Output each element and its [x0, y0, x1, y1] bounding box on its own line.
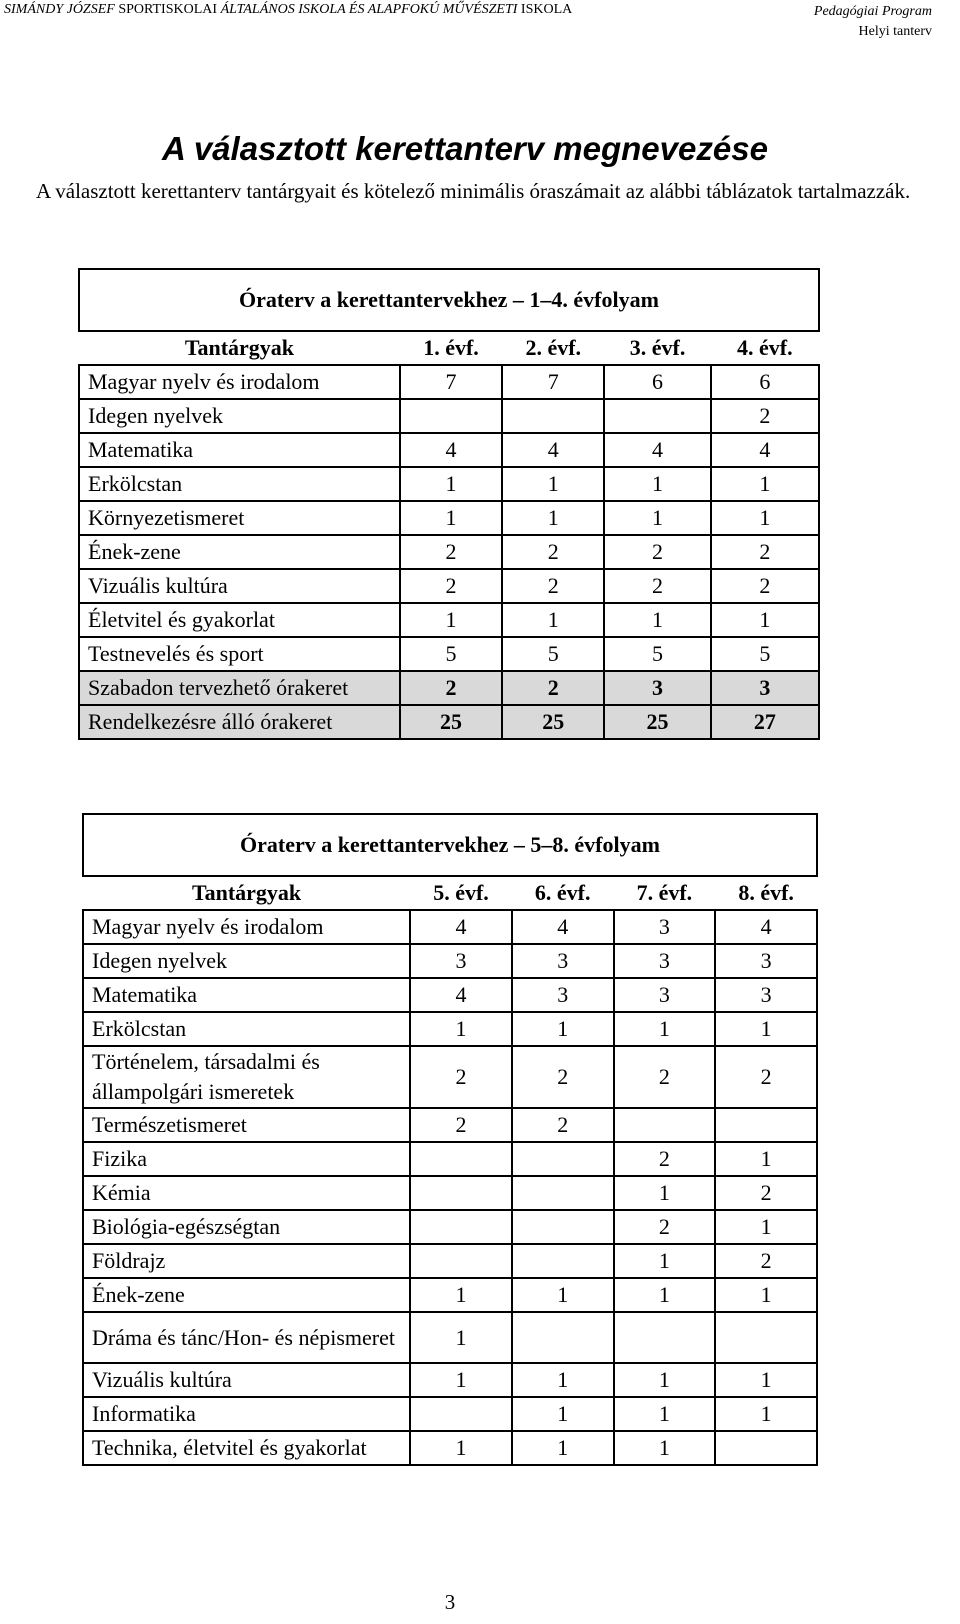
- hours-cell: 3: [604, 671, 710, 705]
- subject-cell: Rendelkezésre álló órakeret: [79, 705, 400, 739]
- table-row: [83, 1312, 817, 1363]
- hours-cell: [715, 1431, 817, 1465]
- hours-cell: 2: [512, 1046, 614, 1108]
- intro-paragraph: A választott kerettanterv tantárgyait és kötelező minimális óraszámait az alábbi táblázatok tartalmazzák.: [36, 179, 911, 203]
- hours-cell: 4: [711, 433, 819, 467]
- hours-cell: 1: [410, 1431, 512, 1465]
- hours-cell: 2: [400, 569, 502, 603]
- hours-cell: 1: [604, 501, 710, 535]
- table-row: [79, 535, 819, 569]
- hours-cell: 3: [715, 978, 817, 1012]
- hours-cell: 1: [502, 467, 604, 501]
- subject-cell: Szabadon tervezhető órakeret: [79, 671, 400, 705]
- table-row: [83, 1142, 817, 1176]
- table-row: [83, 1012, 817, 1046]
- hours-cell: 25: [400, 705, 502, 739]
- header-school-part3: ÁLTALÁNOS ISKOLA ÉS ALAPFOKÚ MŰVÉSZETI: [220, 2, 518, 17]
- subject-cell: Informatika: [83, 1397, 410, 1431]
- table-row: [83, 1363, 817, 1397]
- hours-cell: 1: [715, 1397, 817, 1431]
- column-header-grade: 1. évf.: [400, 331, 502, 365]
- hours-cell: 1: [400, 603, 502, 637]
- hours-cell: 4: [400, 433, 502, 467]
- hours-cell: 2: [715, 1244, 817, 1278]
- hours-cell: [614, 1312, 716, 1363]
- table-row: [83, 1176, 817, 1210]
- hours-cell: 5: [604, 637, 710, 671]
- hours-cell: 1: [512, 1397, 614, 1431]
- hours-cell: [410, 1397, 512, 1431]
- hours-cell: 4: [502, 433, 604, 467]
- hours-cell: 2: [715, 1046, 817, 1108]
- table-row: [79, 467, 819, 501]
- hours-cell: 1: [715, 1363, 817, 1397]
- header-school-part2: SPORTISKOLAI: [118, 2, 218, 17]
- hours-cell: 5: [400, 637, 502, 671]
- column-header-grade: 7. évf.: [614, 876, 716, 910]
- header-school-part1: SIMÁNDY JÓZSEF: [4, 2, 115, 17]
- table-caption-row: [83, 814, 817, 876]
- hours-cell: [715, 1108, 817, 1142]
- hours-cell: 2: [604, 569, 710, 603]
- hours-cell: [410, 1142, 512, 1176]
- hours-cell: 4: [410, 978, 512, 1012]
- hours-cell: 1: [614, 1363, 716, 1397]
- table-row: [79, 433, 819, 467]
- table-caption: Óraterv a kerettantervekhez – 5–8. évfolyam: [83, 814, 817, 876]
- table-row: [79, 365, 819, 399]
- table-row: [83, 910, 817, 944]
- hours-cell: 5: [711, 637, 819, 671]
- hours-cell: 1: [614, 1397, 716, 1431]
- hours-cell: 1: [614, 1012, 716, 1046]
- subject-cell: Matematika: [79, 433, 400, 467]
- hours-cell: 1: [614, 1244, 716, 1278]
- subject-cell: Erkölcstan: [83, 1012, 410, 1046]
- hours-cell: 3: [512, 944, 614, 978]
- hours-cell: 1: [614, 1176, 716, 1210]
- hours-cell: 1: [614, 1431, 716, 1465]
- column-header-grade: 2. évf.: [502, 331, 604, 365]
- hours-cell: [400, 399, 502, 433]
- table-row: [83, 1278, 817, 1312]
- subject-cell: Életvitel és gyakorlat: [79, 603, 400, 637]
- subject-cell: Biológia-egészségtan: [83, 1210, 410, 1244]
- running-header-school: [4, 2, 572, 18]
- hours-cell: 1: [410, 1278, 512, 1312]
- hours-cell: 25: [502, 705, 604, 739]
- hours-cell: [512, 1142, 614, 1176]
- header-section: Helyi tanterv: [858, 24, 932, 39]
- table-row: [83, 1244, 817, 1278]
- hours-cell: 7: [400, 365, 502, 399]
- column-header-grade: 3. évf.: [604, 331, 710, 365]
- hours-cell: 2: [715, 1176, 817, 1210]
- hours-cell: 3: [512, 978, 614, 1012]
- subject-cell: Történelem, társadalmi és állampolgári ismeretek: [83, 1046, 410, 1108]
- table-row: [83, 1397, 817, 1431]
- column-header-subject: Tantárgyak: [79, 331, 400, 365]
- hours-cell: 1: [502, 501, 604, 535]
- hours-cell: [604, 399, 710, 433]
- table-row: [83, 978, 817, 1012]
- hours-cell: 2: [614, 1142, 716, 1176]
- hours-cell: 2: [614, 1210, 716, 1244]
- hours-cell: 1: [715, 1278, 817, 1312]
- subject-cell: Ének-zene: [83, 1278, 410, 1312]
- hours-cell: 27: [711, 705, 819, 739]
- hours-cell: 4: [512, 910, 614, 944]
- hours-cell: 25: [604, 705, 710, 739]
- table-row: [79, 399, 819, 433]
- subject-cell: Dráma és tánc/Hon- és népismeret: [83, 1312, 410, 1363]
- hours-cell: 1: [512, 1012, 614, 1046]
- page-number: 3: [444, 1590, 456, 1614]
- hours-cell: 3: [711, 671, 819, 705]
- subject-cell: Ének-zene: [79, 535, 400, 569]
- subject-cell: Környezetismeret: [79, 501, 400, 535]
- subject-cell: Földrajz: [83, 1244, 410, 1278]
- hours-cell: 1: [604, 467, 710, 501]
- table-row: [79, 603, 819, 637]
- subject-cell: Idegen nyelvek: [83, 944, 410, 978]
- hours-cell: 5: [502, 637, 604, 671]
- hours-cell: [410, 1176, 512, 1210]
- table-row: [83, 1108, 817, 1142]
- hours-cell: 1: [410, 1363, 512, 1397]
- hours-cell: [410, 1244, 512, 1278]
- table-row: [79, 501, 819, 535]
- hours-cell: 1: [410, 1012, 512, 1046]
- hours-cell: 1: [711, 603, 819, 637]
- hours-cell: 4: [410, 910, 512, 944]
- hours-cell: 2: [410, 1046, 512, 1108]
- hours-cell: 2: [711, 535, 819, 569]
- running-header-right: [814, 2, 932, 42]
- subject-cell: Vizuális kultúra: [79, 569, 400, 603]
- hours-cell: 1: [400, 467, 502, 501]
- hours-cell: 2: [502, 671, 604, 705]
- column-header-grade: 4. évf.: [711, 331, 819, 365]
- subject-cell: Magyar nyelv és irodalom: [83, 910, 410, 944]
- column-header-grade: 8. évf.: [715, 876, 817, 910]
- subject-cell: Vizuális kultúra: [83, 1363, 410, 1397]
- hours-cell: [512, 1244, 614, 1278]
- hours-cell: 3: [614, 944, 716, 978]
- hours-cell: 6: [711, 365, 819, 399]
- hours-cell: 1: [604, 603, 710, 637]
- subject-cell: Fizika: [83, 1142, 410, 1176]
- hours-cell: 1: [512, 1431, 614, 1465]
- table-row: [79, 569, 819, 603]
- header-program: Pedagógiai Program: [813, 4, 932, 19]
- hours-cell: [512, 1210, 614, 1244]
- hours-cell: [512, 1176, 614, 1210]
- hours-cell: 1: [711, 467, 819, 501]
- subject-cell: Matematika: [83, 978, 410, 1012]
- table-row: [83, 944, 817, 978]
- subject-cell: Testnevelés és sport: [79, 637, 400, 671]
- table-row: [79, 671, 819, 705]
- column-header-subject: Tantárgyak: [83, 876, 410, 910]
- hours-cell: 3: [614, 910, 716, 944]
- hours-cell: 2: [400, 535, 502, 569]
- page-title: A választott kerettanterv megnevezése: [162, 130, 768, 167]
- subject-cell: Magyar nyelv és irodalom: [79, 365, 400, 399]
- hours-cell: 2: [502, 569, 604, 603]
- table-header-row: [83, 876, 817, 910]
- subject-cell: Technika, életvitel és gyakorlat: [83, 1431, 410, 1465]
- hours-cell: 1: [502, 603, 604, 637]
- hours-cell: [715, 1312, 817, 1363]
- header-school-part4: ISKOLA: [520, 2, 573, 17]
- column-header-grade: 6. évf.: [512, 876, 614, 910]
- hours-cell: 1: [711, 501, 819, 535]
- column-header-grade: 5. évf.: [410, 876, 512, 910]
- subject-cell: Természetismeret: [83, 1108, 410, 1142]
- hours-cell: 3: [410, 944, 512, 978]
- table-caption: Óraterv a kerettantervekhez – 1–4. évfolyam: [79, 269, 819, 331]
- hours-cell: 1: [715, 1142, 817, 1176]
- hours-cell: 1: [512, 1278, 614, 1312]
- subject-cell: Idegen nyelvek: [79, 399, 400, 433]
- hours-cell: 7: [502, 365, 604, 399]
- hours-cell: 1: [400, 501, 502, 535]
- table-row: [79, 705, 819, 739]
- hours-cell: 2: [400, 671, 502, 705]
- hours-cell: 1: [715, 1012, 817, 1046]
- hours-cell: [502, 399, 604, 433]
- timetable-grades-5-8: [82, 813, 818, 1466]
- table-row: [83, 1431, 817, 1465]
- hours-cell: 2: [410, 1108, 512, 1142]
- table-row: [83, 1046, 817, 1108]
- hours-cell: 3: [614, 978, 716, 1012]
- timetable-grades-1-4: [78, 268, 820, 740]
- hours-cell: 2: [614, 1046, 716, 1108]
- table-header-row: [79, 331, 819, 365]
- table-row: [83, 1210, 817, 1244]
- hours-cell: 4: [715, 910, 817, 944]
- hours-cell: [512, 1312, 614, 1363]
- hours-cell: 2: [711, 399, 819, 433]
- hours-cell: 1: [614, 1278, 716, 1312]
- hours-cell: [410, 1210, 512, 1244]
- hours-cell: 1: [512, 1363, 614, 1397]
- hours-cell: 2: [711, 569, 819, 603]
- hours-cell: 2: [512, 1108, 614, 1142]
- hours-cell: 2: [502, 535, 604, 569]
- hours-cell: 3: [715, 944, 817, 978]
- subject-cell: Erkölcstan: [79, 467, 400, 501]
- hours-cell: [614, 1108, 716, 1142]
- hours-cell: 1: [715, 1210, 817, 1244]
- hours-cell: 6: [604, 365, 710, 399]
- hours-cell: 2: [604, 535, 710, 569]
- hours-cell: 1: [410, 1312, 512, 1363]
- subject-cell: Kémia: [83, 1176, 410, 1210]
- table-caption-row: [79, 269, 819, 331]
- hours-cell: 4: [604, 433, 710, 467]
- table-row: [79, 637, 819, 671]
